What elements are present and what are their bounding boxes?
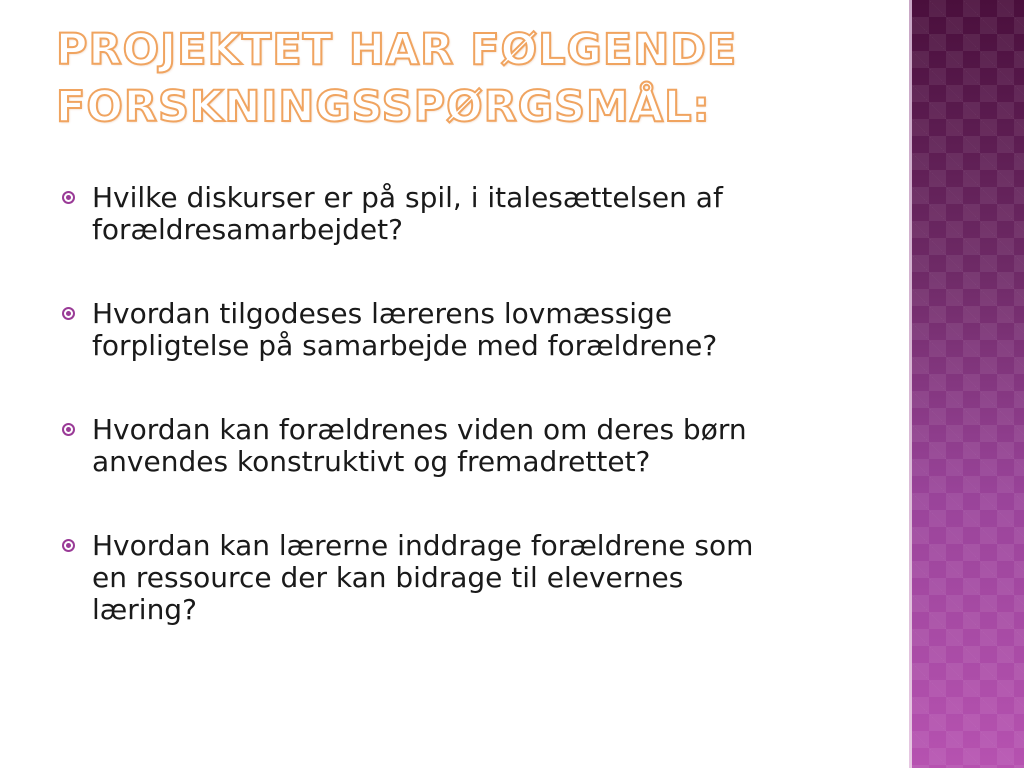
- decorative-side-bar: [912, 0, 1024, 768]
- bullet-4-line-1: Hvordan kan lærerne inddrage forældrene som: [92, 529, 754, 562]
- bullet-1-line-2: forældresamarbejdet?: [92, 213, 403, 246]
- bullet-2-line-2: forpligtelse på samarbejde med forældrene?: [92, 329, 718, 362]
- bullet-item-1: [62, 182, 852, 246]
- bullet-4-line-3: læring?: [92, 593, 197, 626]
- bullet-list: [62, 182, 852, 678]
- bullet-2-line-1: Hvordan tilgodeses lærerens lovmæssige: [92, 297, 673, 330]
- bullet-item-4: [62, 530, 852, 626]
- slide-title-line-2: FORSKNINGSSPØRGSMÅL:: [56, 82, 711, 132]
- circled-dot-bullet-icon: [62, 191, 75, 204]
- bullet-1-line-1: Hvilke diskurser er på spil, i italesættelsen af: [92, 181, 723, 214]
- slide-title: [56, 22, 896, 136]
- bullet-item-3: [62, 414, 852, 478]
- slide-title-line-1: PROJEKTET HAR FØLGENDE: [56, 25, 738, 75]
- circled-dot-bullet-icon: [62, 307, 75, 320]
- circled-dot-bullet-icon: [62, 539, 75, 552]
- bullet-3-line-2: anvendes konstruktivt og fremadrettet?: [92, 445, 651, 478]
- bullet-3-line-1: Hvordan kan forældrenes viden om deres børn: [92, 413, 747, 446]
- bullet-item-2: [62, 298, 852, 362]
- circled-dot-bullet-icon: [62, 423, 75, 436]
- bullet-4-line-2: en ressource der kan bidrage til elevernes: [92, 561, 684, 594]
